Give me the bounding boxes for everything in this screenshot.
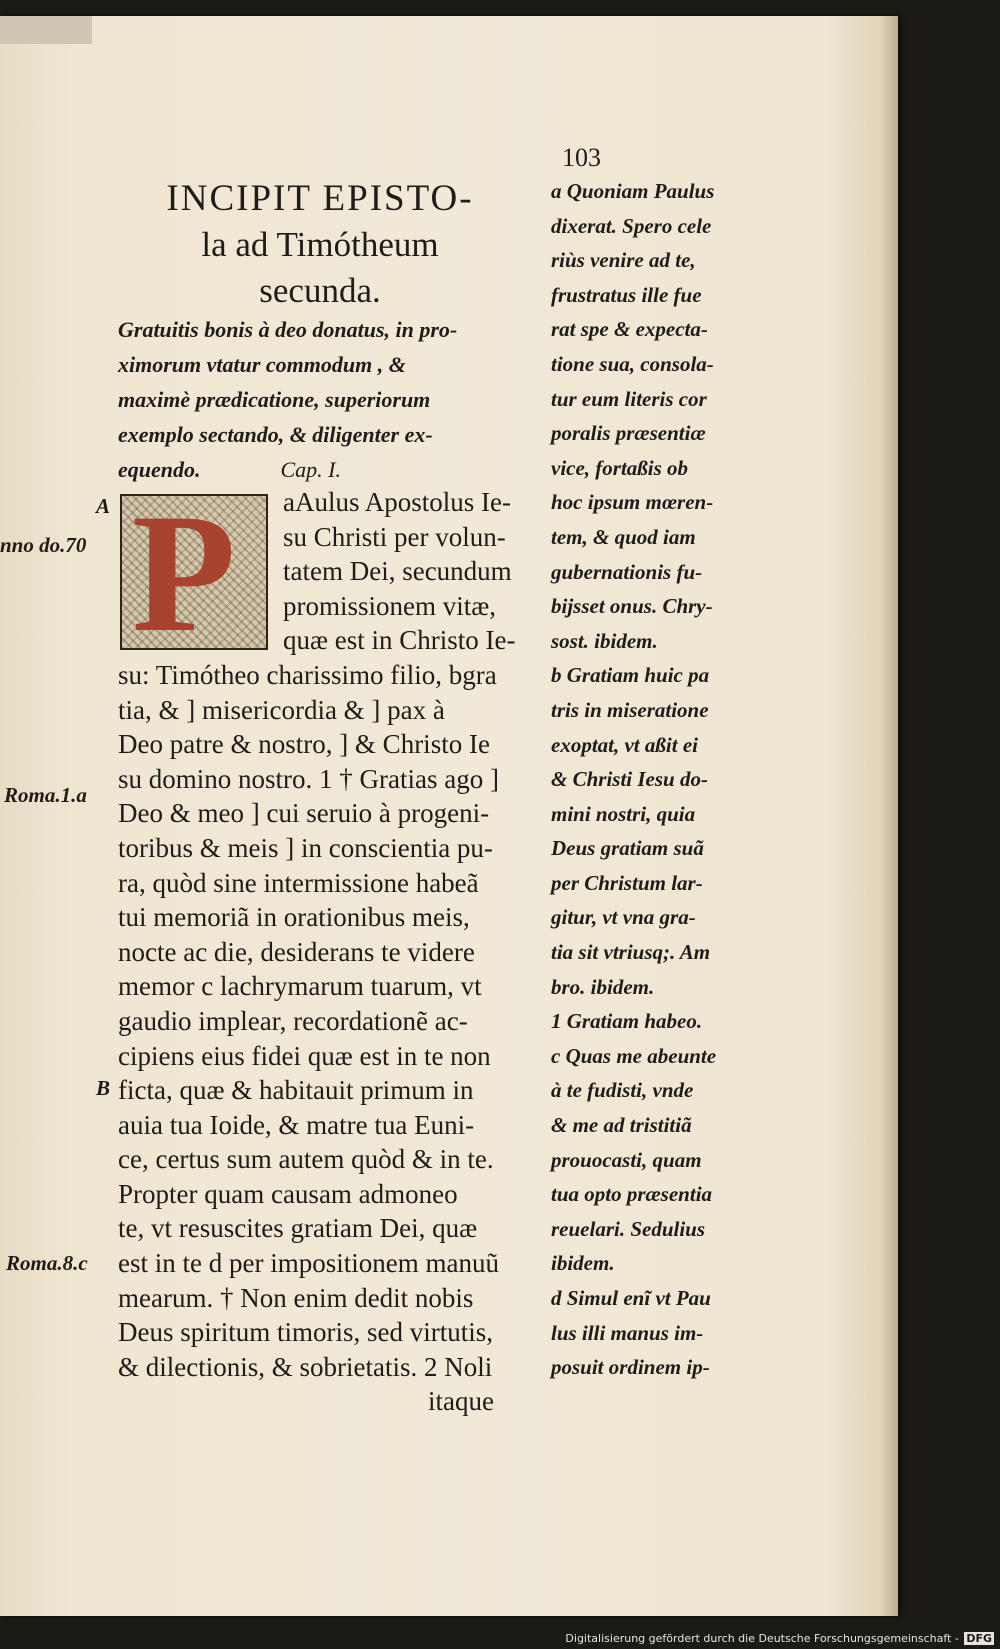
text-line: su domino nostro. 1 † Gratias ago ] [118,763,499,794]
text-line: promissionem vitæ, [283,590,497,621]
gloss-line: ibidem. [551,1251,615,1276]
gloss-line: à te fudisti, vnde [551,1078,694,1103]
page-number: 103 [562,143,601,172]
gloss-line: mini nostri, quia [551,801,696,826]
gloss-line: d Simul enĩ vt Pau [551,1286,711,1310]
text-line: Propter quam causam admoneo [118,1178,458,1209]
summary-line: equendo. [118,457,201,482]
gloss-line: b Gratiam huic pa [551,663,710,688]
text-line: mearum. † Non enim dedit nobis [118,1282,474,1313]
summary-line: maximè prædicatione, superiorum [118,387,431,412]
text-line: aAulus Apostolus Ie- [283,487,511,517]
main-text-column [118,485,558,1419]
margin-section-a: A [96,494,111,518]
text-line: nocte ac die, desiderans te videre [118,936,475,967]
text-line: tatem Dei, secundum [283,556,512,587]
gloss-line: rat spe & expecta- [551,317,708,342]
gloss-line: gitur, vt vna gra- [551,905,696,930]
title-line-1: INCIPIT EPISTO- [166,178,474,219]
gloss-line: bijsset onus. Chry- [551,594,713,619]
gloss-line: frustratus ille fue [551,282,702,307]
epistle-title [120,176,520,314]
text-line: est in te d per impositionem manuũ [118,1248,499,1279]
gloss-line: tem, & quod iam [551,524,696,549]
text-line: auia tua Ioide, & matre tua Euni- [118,1109,475,1140]
digitization-credit [565,1632,994,1645]
gloss-line: & Christi Iesu do- [551,767,708,792]
initial-letter: P [132,494,236,650]
gloss-line: tur eum literis cor [551,386,707,411]
text-line: gaudio implear, recordationẽ ac- [118,1005,468,1036]
gloss-line: bro. ibidem. [551,974,655,999]
gloss-line: exoptat, vt aßit ei [551,732,698,757]
gloss-line: tione sua, consola- [551,351,714,376]
gloss-line: tua opto præsentia [551,1182,713,1207]
title-line-3: secunda. [259,271,381,310]
gloss-line: posuit ordinem ip- [551,1355,710,1380]
text-line: Deo patre & nostro, ] & Christo Ie [118,729,490,760]
gloss-line: lus illi manus im- [551,1320,704,1345]
gloss-line: c Quas me abeunte [551,1043,717,1068]
margin-cross-ref-roma-1: Roma.1.a [4,783,87,807]
summary-line: exemplo sectando, & diligenter ex- [118,422,433,447]
text-line: su Christi per volun- [283,521,506,552]
credit-text: Digitalisierung gefördert durch die Deutsche Forschungsgemeinschaft - [565,1632,959,1645]
gloss-line: poralis præsentiæ [551,421,706,446]
gloss-line: hoc ipsum mœren- [551,490,714,515]
margin-cross-ref-roma-8: Roma.8.c [6,1251,88,1275]
summary-line-last [118,452,548,487]
summary-line: ximorum vtatur commodum , & [118,352,406,377]
gloss-line: tris in miseratione [551,697,709,722]
gloss-line: reuelari. Sedulius [551,1216,706,1241]
text-line: & dilectionis, & sobrietatis. 2 Noli [118,1351,493,1382]
chapter-heading: Cap. I. [280,457,341,482]
text-line: cipiens eius fidei quæ est in te non [118,1040,491,1071]
gloss-line: Deus gratiam suã [551,836,704,861]
gloss-line: dixerat. Spero cele [551,213,712,238]
gloss-line: prouocasti, quam [551,1147,702,1172]
gloss-line: & me ad tristitiã [551,1113,692,1138]
catchword: itaque [428,1386,494,1417]
margin-anno-domini: nno do.70 [0,533,87,557]
gloss-line: gubernationis fu- [551,559,703,584]
text-line: tia, & ] misericordia & ] pax à [118,694,445,725]
gloss-line: tia sit vtriusq;. Am [551,940,711,965]
dfg-logo-icon: DFG [966,1632,992,1645]
gloss-line: riùs venire ad te, [551,248,696,273]
text-line: su: Timótheo charissimo filio, bgra [118,659,497,690]
text-line: Deus spiritum timoris, sed virtutis, [118,1317,493,1348]
text-line: Deo & meo ] cui seruio à progeni- [118,798,490,829]
margin-section-b: B [96,1076,111,1100]
gloss-line: vice, fortaßis ob [551,455,689,480]
title-line-2: la ad Timótheum [201,225,439,264]
text-line: ra, quòd sine intermissione habeã [118,867,479,898]
text-line: tui memoriã in orationibus meis, [118,902,470,933]
gloss-line: a Quoniam Paulus [551,179,715,203]
text-line: te, vt resuscites gratiam Dei, quæ [118,1213,478,1244]
text-line: ficta, quæ & habitauit primum in [118,1075,474,1106]
chapter-summary [118,312,548,487]
page-edge-shadow [880,16,898,1616]
text-line: ce, certus sum autem quòd & in te. [118,1144,494,1175]
text-line: quæ est in Christo Ie- [283,625,516,656]
page-tab [0,16,92,44]
gloss-line: sost. ibidem. [551,628,658,653]
gloss-line: 1 Gratiam habeo. [551,1009,703,1034]
gloss-line: per Christum lar- [551,870,703,895]
book-page [0,16,898,1616]
gloss-column [551,174,771,1385]
summary-line: Gratuitis bonis à deo donatus, in pro- [118,317,458,342]
text-line: memor c lachrymarum tuarum, vt [118,971,482,1002]
text-line: toribus & meis ] in conscientia pu- [118,832,493,863]
